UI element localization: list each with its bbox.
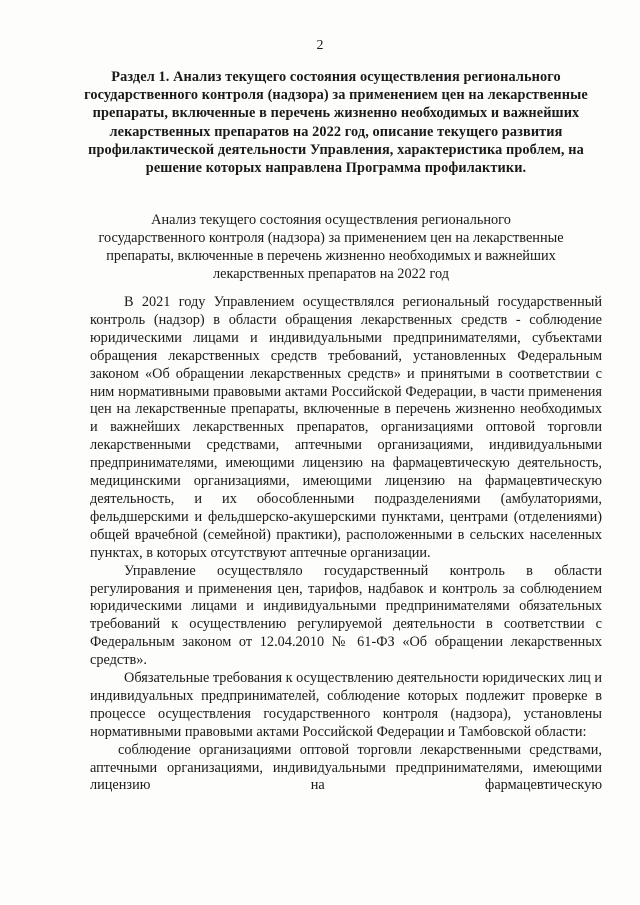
paragraph-2: Управление осуществляло государственный контроль в области регулирования и применения цен, тарифов, надбавок и контроль за соблюдением юридическими лицами и индивидуальными предпринимателями обязательных требований к осуществлению регулируемой деятельности в соответствии с Федеральным законом от 12.04.2010 № 61-ФЗ «Об обращении лекарственных средств». <box>90 562 602 669</box>
section-title: Раздел 1. Анализ текущего состояния осуществления регионального государственного контроля (надзора) за применением цен на лекарственные препараты, включенные в перечень жизненно необходимых и важнейших лекарственных препаратов на 2022 год, описание текущего развития профилактической деятельности Управления, характеристика проблем, на решение которых направлена Программа профилактики. <box>84 69 588 177</box>
paragraph-1: В 2021 году Управлением осуществлялся региональный государственный контроль (надзор) в области обращения лекарственных средств - соблюдение юридическими лицами и индивидуальными предпринимателями, субъектами обращения лекарственных средств требований, установленных Федеральным законом «Об обращении лекарственных средств» и принятыми в соответствии с ним нормативными правовыми актами Российской Федерации, в части применения цен на лекарственные препараты, включенные в перечень жизненно необходимых и важнейших лекарственных препаратов, организациями оптовой торговли лекарственными средствами, аптечными организациями, индивидуальными предпринимателями, имеющими лицензию на фармацевтическую деятельность, медицинскими организациями, имеющими лицензию на фармацевтическую деятельность, и их обособленными подразделениями (амбулаториями, фельдшерскими и фельдшерско-акушерскими пунктами, центрами (отделениями) общей врачебной (семейной) практики), расположенными в сельских населенных пунктах, в которых отсутствуют аптечные организации. <box>90 294 602 561</box>
page-number: 2 <box>316 38 324 53</box>
paragraph-4: соблюдение организациями оптовой торговли лекарственными средствами, аптечными организациями, индивидуальными предпринимателями, имеющими лицензию на фармацевтическую <box>90 741 602 794</box>
body-text <box>90 294 602 795</box>
subsection-heading: Анализ текущего состояния осуществления регионального государственного контроля (надзора) за применением цен на лекарственные препараты, включенные в перечень жизненно необходимых и важнейших лекарственных препаратов на 2022 год <box>98 212 564 282</box>
paragraph-3: Обязательные требования к осуществлению деятельности юридических лиц и индивидуальных предпринимателей, соблюдение которых подлежит проверке в процессе осуществления государственного контроля (надзора), установлены нормативными правовыми актами Российской Федерации и Тамбовской области: <box>90 670 602 740</box>
